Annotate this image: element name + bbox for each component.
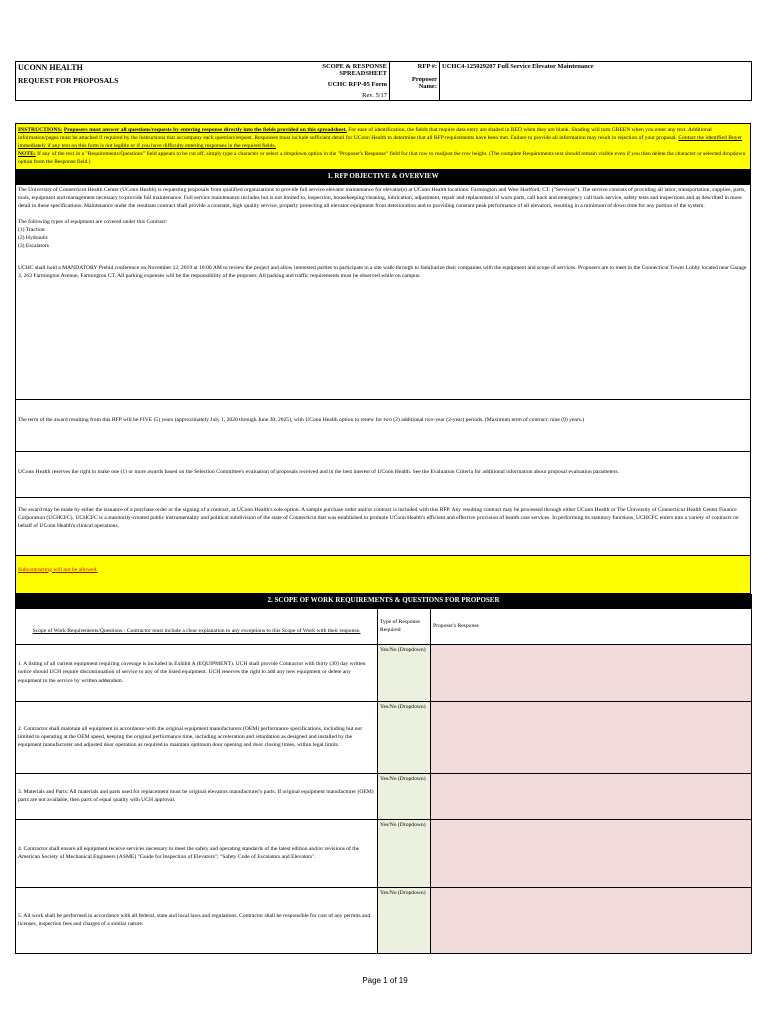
equipment-type-1: (1) Traction bbox=[18, 226, 45, 233]
instructions-label: INSTRUCTIONS: bbox=[18, 127, 63, 133]
spreadsheet-form bbox=[15, 61, 751, 954]
col-header-response: Proposer's Response bbox=[431, 608, 752, 644]
proposer-name-input[interactable] bbox=[442, 72, 749, 84]
table-row bbox=[16, 819, 752, 887]
form-name: UCHC RFP-05 Form bbox=[327, 81, 387, 88]
rfp-number-value: UCHC4-125029207 Full Service Elevator Maintenance bbox=[442, 63, 594, 70]
rfp-subtitle: REQUEST FOR PROPOSALS bbox=[18, 76, 119, 85]
note-label: NOTE: bbox=[18, 151, 36, 158]
proposer-response-input[interactable] bbox=[431, 887, 752, 953]
col-header-type: Type of Response Required bbox=[378, 608, 431, 644]
section-2-title: 2. SCOPE OF WORK REQUIREMENTS & QUESTIONS FOR PROPOSER bbox=[16, 594, 752, 608]
table-row bbox=[16, 644, 752, 701]
table-row bbox=[16, 701, 752, 773]
table-row bbox=[16, 887, 752, 953]
response-type: Yes/No (Dropdown) bbox=[378, 819, 431, 887]
form-header bbox=[15, 61, 752, 101]
rfp-number-label: RFP #: bbox=[417, 63, 437, 70]
note-text: If any of the text in a "Requirements/Questions" field appears to be cut off, simply type a character or select a dropdown option in the "Proposer's Response" field for that row to readjust the row height. (The complete Requirements text should remain visible even if you then delete the character or selected dropdown option from the Response field.) bbox=[18, 151, 746, 166]
requirement-text: 2. Contractor shall maintain all equipment in accordance with the original equipment manufacturers (OEM) performance specifications, including but not limited to operating at the OEM speed, keeping the original performance time, including acceleration and retardation as designed and installed by the equipment manufacturer and adjusted door operation as required to maintain optimum door opening and door closing times, within legal limits. bbox=[16, 701, 378, 773]
equipment-type-3: (3) Escalators bbox=[18, 243, 49, 250]
proposer-response-input[interactable] bbox=[431, 773, 752, 819]
overview-paragraph: The University of Connecticut Health Center (UConn Health) is requesting proposals from qualified organizations to provide full service elevator maintenance for elevator(s) at UConn Health locations: Farmington and West Hartford, CT. ("Services"). The service consists of providing all labor, transportation, supplies, parts, tools, equipment and management necessary to provide full maintenance. Full service maintenance includes but is not limited to, inspection, housekeeping/cleaning, lubrication, adjustment, repair and replacement of worn parts, call back and emergency call back service, safety tests and inspections and as described in more detail in these specifications. Maintenance under the resultant contract shall provide a constant, high quality service, properly protecting all elevator equipment from deterioration and to providing constant peak performance of all elevators, resulting in a minimum of down time for any portion of the system. bbox=[18, 186, 746, 209]
instructions-bold: Proposers must answer all questions/requests by entering response directly into the fields provided on this spreadsheet. bbox=[63, 127, 347, 133]
section-1-title: 1. RFP OBJECTIVE & OVERVIEW bbox=[16, 170, 751, 184]
proposer-response-input[interactable] bbox=[431, 644, 752, 701]
instructions-block bbox=[15, 123, 751, 170]
requirement-text: 1. A listing of all current equipment requiring coverage is included in Exhibit A (EQUIPMENT). UCH shall provide Contractor with thirty (30) day written notice should UCH require discontinuation of service to any of the listed equipment. UCH reserves the right to add any new equipment or delete any equipment to the service by written addendum. bbox=[16, 644, 378, 701]
instructions-body: For ease of identification, the fields that require data entry are shaded in RED when they are blank. Shading will turn GREEN when you enter any text. Additional information/pages must be attached if required by the instructions that accompany each question/request. Responses must include sufficient detail for UConn Health to determine that all RFP requirements have been met. Failure to provide all information may result in rejection of your proposal. bbox=[18, 127, 712, 142]
revision: Rev. 5/17 bbox=[362, 92, 387, 99]
awards-paragraph: UConn Health reserves the right to make one (1) or more awards based on the Selection Committee's evaluation of proposals received and in the best interest of UConn Health. See the Evaluation Criteria for additional information about proposal evaluation parameters. bbox=[16, 451, 751, 497]
equipment-types-intro: The following types of equipment are covered under this Contract: bbox=[18, 218, 168, 225]
org-name: UCONN HEALTH bbox=[18, 63, 83, 72]
requirement-text: 5. All work shall be performed in accordance with all federal, state and local laws and regulations. Contractor shall be responsible for cost of any permits and licenses, inspection fees and charges of a similar nature. bbox=[16, 887, 378, 953]
sheet-title: SCOPE & RESPONSE SPREADSHEET bbox=[322, 63, 387, 77]
response-type: Yes/No (Dropdown) bbox=[378, 887, 431, 953]
proposer-response-input[interactable] bbox=[431, 701, 752, 773]
subcontracting-note: Subcontracting will not be allowed. bbox=[18, 566, 98, 573]
proposer-name-label: Proposer Name: bbox=[411, 76, 437, 90]
term-paragraph: The term of the award resulting from this RFP will be FIVE (5) years (approximately July 1, 2020 through June 30, 2025), with UConn Health option to renew for two (2) additional two-year (2-year) periods. (Maximum term of contract: nine (9) years.) bbox=[16, 399, 751, 451]
col-header-requirements: Scope of Work Requirements/Questions - Contractor must include a clear explanation to any exceptions to this Scope of Work with their response. bbox=[32, 628, 361, 635]
prebid-paragraph: UCHC shall hold a MANDATORY Prebid conference on November 12, 2019 at 10:00 AM to review the project and allow interested parties to participate in a site walk-through to familiarize their companies with the equipment and scope of services. Proposers are to meet in the Connecticut Tower Lobby located near Garage 3, 263 Farmington Avenue, Farmington CT. All parking expenses will be the responsibility of the proposer. All parking and traffic requirements must be observed while on campus. bbox=[18, 265, 747, 280]
requirement-text: 4. Contractor shall ensure all equipment receive services necessary to meet the safety and operating standards of the latest edition and/or revisions of the American Society of Mechanical Engineers (ASME) "Guide for Inspection of Elevators"; "Safety Code of Escalators and Elevators". bbox=[16, 819, 378, 887]
proposer-response-input[interactable] bbox=[431, 819, 752, 887]
page-number: Page 1 of 19 bbox=[362, 976, 408, 985]
section-1 bbox=[15, 170, 751, 594]
response-type: Yes/No (Dropdown) bbox=[378, 773, 431, 819]
requirement-text: 3. Materials and Parts: All materials and parts used for replacement must be original elevators manufacturer's parts. If original equipment manufacturer (OEM) parts are not available, then parts of equal quality with UCH approval. bbox=[16, 773, 378, 819]
response-type: Yes/No (Dropdown) bbox=[378, 644, 431, 701]
table-row bbox=[16, 773, 752, 819]
instructions-contact: Contact the identified Buyer immediately if any text on this form is not legible or if you have difficulty entering responses in the required fields. bbox=[18, 135, 742, 150]
equipment-type-2: (2) Hydraulic bbox=[18, 235, 49, 242]
po-paragraph: The award may be made by either the issuance of a purchase order or the signing of a contract, at UConn Health's sole option. A sample purchase order and/or contract is included with this RFP. Any resulting contract may be processed through either UConn Health or The University of Connecticut Health Center Finance Corporation (UCHCFC). UCHCFC is a statutorily-created public instrumentality and political subdivision of the state of Connecticut that was established to promote UConn Health's efficient and effective provision of health care services. In performing its statutory functions, UCHCFC enters into a variety of contracts on behalf of UConn Health's clinical operations. bbox=[16, 497, 751, 555]
section-2 bbox=[15, 594, 752, 954]
response-type: Yes/No (Dropdown) bbox=[378, 701, 431, 773]
